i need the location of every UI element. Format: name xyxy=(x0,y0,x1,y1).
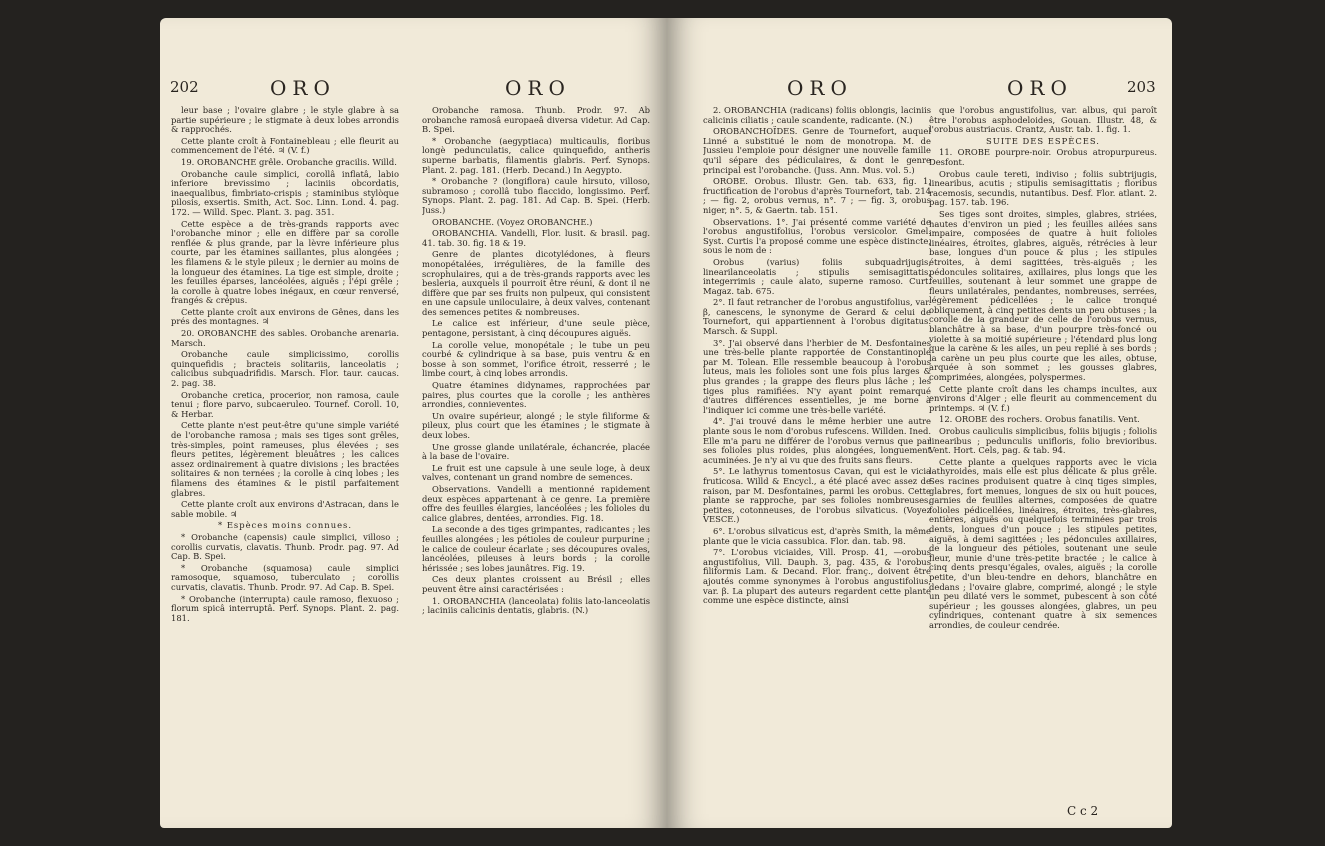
paragraph: Quatre étamines didynames, rapprochées par paires, plus courtes que la corolle ; les anthères arrondies, connieventes. xyxy=(422,380,650,410)
paragraph: 11. OROBE pourpre-noir. Orobus atropurpureus. Desfont. xyxy=(929,147,1157,167)
paragraph: OROBANCHE. (Voyez OROBANCHE.) xyxy=(432,216,593,227)
paragraph: Cette plante croît à Fontainebleau ; elle fleurit au commencement de l'été. ♃ (V. f.) xyxy=(171,135,399,156)
paragraph: Cette plante croît aux environs d'Astracan, dans le sable mobile. ♃ xyxy=(171,499,399,519)
paragraph: SUITE DES ESPÈCES. xyxy=(986,135,1100,146)
paragraph: Orobanche caule simplicissimo, corollis quinquefidis ; bracteis solitariis, lanceolatis ; calicibus subquadrifidis. Marsch. Flor. taur. caucas. 2. pag. 38. xyxy=(171,349,399,389)
paragraph: leur base ; l'ovaire glabre ; le style glabre à sa partie supérieure ; le stigmate à deux lobes arrondis & rapprochés. xyxy=(171,106,399,135)
right-header-left: ORO xyxy=(787,76,853,100)
paragraph: 5°. Le lathyrus tomentosus Cavan, qui est le vicia fruticosa. Willd & Encycl., a été placé avec assez de raison, par M. Desfontaines, parmi les orobus. Cette plante se rapproche, par ses folioles nombreuses, petites, cotonneuses, de l'orobus silvaticus. (Voyez VESCE.) xyxy=(703,466,931,525)
paragraph: 2. OROBANCHIA (radicans) foliis oblongis, laciniis calicinis ciliatis ; caule scandente, radicante. (N.) xyxy=(703,106,931,125)
signature-mark: C c 2 xyxy=(1067,804,1099,818)
paragraph: 4°. J'ai trouvé dans le même herbier une autre plante sous le nom d'orobus rufescens. Willden. Ined. Elle m'a paru ne différer de l'orobus vernus que par ses folioles plus roides, plus alongées, longuement acuminées. Je n'y ai vu que des fruits sans fleurs. xyxy=(703,416,931,465)
paragraph: Orobus (varius) foliis subquadrijugis, linearilanceolatis ; stipulis semisagittatis, integerrimis ; caule alato, superne ramoso. Curt. Magaz. tab. 675. xyxy=(703,256,931,296)
left-header-right: ORO xyxy=(505,76,571,100)
paragraph: Cette plante a quelques rapports avec le vicia lathyroides, mais elle est plus délicate & plus grêle. Ses racines produisent quatre à cinq tiges simples, glabres, fort menues, longues de six ou huit pouces, garnies de feuilles alternes, composées de quatre folioles pédicellées, linéaires, étroites, très-glabres, entières, aiguës ou quelquefois terminées par trois dents, longues d'un pouce ; les stipules petites, aiguës, à demi sagittées ; les pédoncules axillaires, de la longueur des pétioles, soutenant une seule fleur, munie d'une très-petite bractée ; le calice à cinq dents presqu'égales, ovales, aiguës ; la corolle petite, d'un bleu-tendre en dehors, blanchâtre en dedans ; l'ovaire glabre, comprimé, alongé ; le style un peu dilaté vers le sommet, pubescent à son côté supérieur ; les gousses alongées, glabres, un peu cylindriques, contenant quatre à six semences arrondies, de couleur cendrée. xyxy=(929,456,1157,630)
paragraph: Cette espèce a de très-grands rapports avec l'orobanche minor ; elle en diffère par sa corolle renflée & plus grande, par la lèvre inférieure plus courte, par les étamines saillantes, plus alongées ; les filamens & le style pileux ; le dernier au moins de la longueur des étamines. La tige est simple, droite ; les feuilles éparses, lancéolées, aiguës ; l'épi grêle ; la corolle à quatre lobes inégaux, en cœur renversé, frangés & crépus. xyxy=(171,218,399,306)
paragraph: 6°. L'orobus silvaticus est, d'après Smith, la même plante que le vicia cassubica. Flor. dan. tab. 98. xyxy=(703,525,931,546)
paragraph: * Orobanche (aegyptiaca) multicaulis, floribus longè pedunculatis, calice quinquefido, antheris superne barbatis, filamentis glabris. Perf. Synops. Plant. 2. pag. 181. (Herb. Decand.) In Aegypto. xyxy=(422,135,650,175)
left-page-number: 202 xyxy=(170,78,199,96)
paragraph: Orobus caule tereti, indiviso ; foliis subtrijugis, linearibus, acutis ; stipulis semisagittatis ; floribus racemosis, secundis, nutantibus. Desf. Flor. atlant. 2. pag. 157. tab. 196. xyxy=(929,168,1157,208)
right-page xyxy=(667,18,1172,828)
left-page-header xyxy=(160,76,667,104)
paragraph: Orobus cauliculis simplicibus, foliis bijugis ; foliolis linearibus ; pedunculis unifloris, folio brevioribus. Vent. Hort. Cels, pag. & tab. 94. xyxy=(929,426,1157,456)
paragraph: Un ovaire supérieur, alongé ; le style filiforme & pileux, plus court que les étamines ; le stigmate à deux lobes. xyxy=(422,410,650,440)
paragraph: Observations. 1°. J'ai présenté comme variété de l'orobus angustifolius, l'orobus versicolor. Gmel. Syst. Curtis l'a proposé comme une espèce distincte, sous le nom de : xyxy=(703,216,931,256)
right-header-right: ORO xyxy=(1007,76,1073,100)
left-page xyxy=(160,18,667,828)
paragraph: 7°. L'orobus viciaides, Vill. Prosp. 41, —orobus angustifolius, Vill. Dauph. 3, pag. 435, & l'orobus filiformis Lam. & Decand. Flor. franç., doivent être ajoutés comme synonymes à l'orobus angustifolius, var. β. La plupart des auteurs regardent cette plante comme une espèce distincte, ainsi xyxy=(703,547,931,606)
left-header-left: ORO xyxy=(270,76,336,100)
right-page-number: 203 xyxy=(1127,78,1156,96)
paragraph: Cette plante n'est peut-être qu'une simple variété de l'orobanche ramosa ; mais ses tiges sont grêles, très-simples, point rameuses, plus élevées ; ses fleurs petites, légèrement bleuâtres ; les calices assez ordinairement à quatre divisions ; les bractées solitaires & non ternées ; la corolle à cinq lobes ; les filamens des étamines & le pistil parfaitement glabres. xyxy=(171,420,399,498)
paragraph: 3°. J'ai observé dans l'herbier de M. Desfontaines une très-belle plante rapportée de Constantinople par M. Tolean. Elle ressemble beaucoup à l'orobus luteus, mais les folioles sont une fois plus larges & plus grandes ; la grappe des fleurs plus lâche ; les tiges plus ramifiées. N'y ayant point remarqué d'autres différences essentielles, je me borne à l'indiquer ici comme une très-belle variété. xyxy=(703,337,931,415)
right-column-2 xyxy=(929,106,1157,818)
paragraph: * Orobanche (interrupta) caule ramoso, flexuoso ; florum spicâ interruptâ. Perf. Synops. Plant. 2. pag. 181. xyxy=(171,593,399,623)
paragraph: Cette plante croît dans les champs incultes, aux environs d'Alger ; elle fleurit au commencement du printemps. ♃ (V. f.) xyxy=(929,383,1157,413)
paragraph: OROBANCHOÏDES. Genre de Tournefort, auquel Linné a substitué le nom de monotropa. M. de Jussieu l'emploie pour désigner une nouvelle famille qu'il sépare des pédiculaires, & dont le genre principal est l'orobanche. (Juss. Ann. Mus. vol. 5.) xyxy=(703,126,931,175)
paragraph: Le fruit est une capsule à une seule loge, à deux valves, contenant un grand nombre de semences. xyxy=(422,462,650,483)
paragraph: * Orobanche ? (longiflora) caule hirsuto, villoso, subramoso ; corollâ tubo flaccido, longissimo. Perf. Synops. Plant. 2. pag. 181. Ad Cap. B. Spei. (Herb. Juss.) xyxy=(422,176,650,215)
paragraph: La seconde a des tiges grimpantes, radicantes ; les feuilles alongées ; les pétioles de couleur purpurine ; le calice de couleur écarlate ; ses découpures ovales, lancéolées, pileuses à leurs bords ; la corolle hérissée ; ses lobes jaunâtres. Fig. 19. xyxy=(422,524,650,573)
paragraph: Une grosse glande unilatérale, échancrée, placée à la base de l'ovaire. xyxy=(422,441,650,462)
paragraph: Orobanche cretica, procerior, non ramosa, caule tenui ; flore parvo, subcaeruleo. Tournef. Coroll. 10, & Herbar. xyxy=(171,389,399,419)
paragraph: 1. OROBANCHIA (lanceolata) foliis lato-lanceolatis ; laciniis calicinis dentatis, glabris. (N.) xyxy=(422,595,650,616)
paragraph: Genre de plantes dicotylédones, à fleurs monopétalées, irrégulières, de la famille des scrophulaires, qui a de très-grands rapports avec les besleria, auxquels il pourroit être réuni, & dont il ne diffère que par ses fruits non pulpeux, qui consistent en une capsule uniloculaire, à deux valves, contenant des semences petites & nombreuses. xyxy=(422,249,650,317)
left-column-2 xyxy=(422,106,650,818)
paragraph: Orobanche ramosa. Thunb. Prodr. 97. Ab orobanche ramosâ europaeâ diversa videtur. Ad Cap. B. Spei. xyxy=(422,106,650,135)
paragraph: * Orobanche (squamosa) caule simplici ramosoque, squamoso, tuberculato ; corollis curvatis, clavatis. Thunb. Prodr. 97. Ad Cap. B. Spei. xyxy=(171,562,399,592)
paragraph: 19. OROBANCHE grêle. Orobanche gracilis. Willd. xyxy=(181,156,397,167)
paragraph: OROBANCHIA. Vandelli, Flor. lusit. & brasil. pag. 41. tab. 30. fig. 18 & 19. xyxy=(422,228,650,248)
paragraph: Ces deux plantes croissent au Brésil ; elles peuvent être ainsi caractérisées : xyxy=(422,574,650,594)
paragraph: * Orobanche (capensis) caule simplici, villoso ; corollis curvatis, clavatis. Thunb. Prodr. pag. 97. Ad Cap. B. Spei. xyxy=(171,531,399,562)
paragraph: * Espèces moins connues. xyxy=(217,520,353,531)
paragraph: 20. OROBANCHE des sables. Orobanche arenaria. Marsch. xyxy=(171,328,399,348)
paragraph: La corolle velue, monopétale ; le tube un peu courbé & cylindrique à sa base, puis ventru & en bosse à son sommet, l'orifice étroit, resserré ; le limbe court, à cinq lobes arrondis. xyxy=(422,339,650,379)
paragraph: OROBE. Orobus. Illustr. Gen. tab. 633, fig. 1, fructification de l'orobus d'après Tournefort, tab. 214 ; — fig. 2, orobus vernus, n°. 7 ; — fig. 3, orobus niger, n°. 5, & Gaertn. tab. 151. xyxy=(703,176,931,215)
left-column-1 xyxy=(171,106,399,818)
paragraph: 2°. Il faut retrancher de l'orobus angustifolius, var. β, canescens, le synonyme de Gerard & celui de Tournefort, qui appartiennent à l'orobus digitatus. Marsch. & Suppl. xyxy=(703,297,931,337)
paragraph: 12. OROBE des rochers. Orobus fanatilis. Vent. xyxy=(939,414,1140,425)
paragraph: Orobanche caule simplici, corollâ inflatâ, labio inferiore brevissimo ; laciniis obcordatis, inaequalibus, fimbriato-crispis ; staminibus stylòque pilosis, exsertis. Smith, Act. Soc. Linn. Lond. 4. pag. 172. — Willd. Spec. Plant. 3. pag. 351. xyxy=(171,168,399,217)
paragraph: Cette plante croît aux environs de Gênes, dans les prés des montagnes. ♃ xyxy=(171,306,399,327)
right-column-1 xyxy=(703,106,931,818)
paragraph: Ses tiges sont droites, simples, glabres, striées, hautes d'environ un pied ; les feuilles ailées sans impaire, composées de quatre à huit folioles linéaires, étroites, glabres, aiguës, rétrécies à leur base, longues d'un pouce & plus ; les stipules étroites, à demi sagittées, très-aiguës ; les pédoncules solitaires, axillaires, plus longs que les feuilles, soutenant à leur sommet une grappe de fleurs unilatérales, pendantes, nombreuses, serrées, légèrement pédicellées ; le calice tronqué obliquement, à cinq petites dents un peu obtuses ; la corolle de la grandeur de celle de l'orobus vernus, blanchâtre à sa base, d'un pourpre très-foncé ou violette à sa moitié supérieure ; l'étendard plus long que la carène & les ailes, un peu replié à ses bords ; la carène un peu plus courte que les ailes, obtuse, arquée à son sommet ; les gousses glabres, comprimées, alongées, polyspermes. xyxy=(929,208,1157,383)
paragraph: que l'orobus angustifolius, var. albus, qui paroît être l'orobus asphodeloides, Gouan. Illustr. 48, & l'orobus austriacus. Crantz, Austr. tab. 1. fig. 1. xyxy=(929,106,1157,135)
right-page-header xyxy=(667,76,1172,104)
paragraph: Observations. Vandelli a mentionné rapidement deux espèces appartenant à ce genre. La première offre des feuilles élargies, lancéolées ; les folioles du calice glabres, dentées, arrondies. Fig. 18. xyxy=(422,483,650,523)
paragraph: Le calice est inférieur, d'une seule pièce, pentagone, persistant, à cinq découpures aiguës. xyxy=(422,318,650,339)
